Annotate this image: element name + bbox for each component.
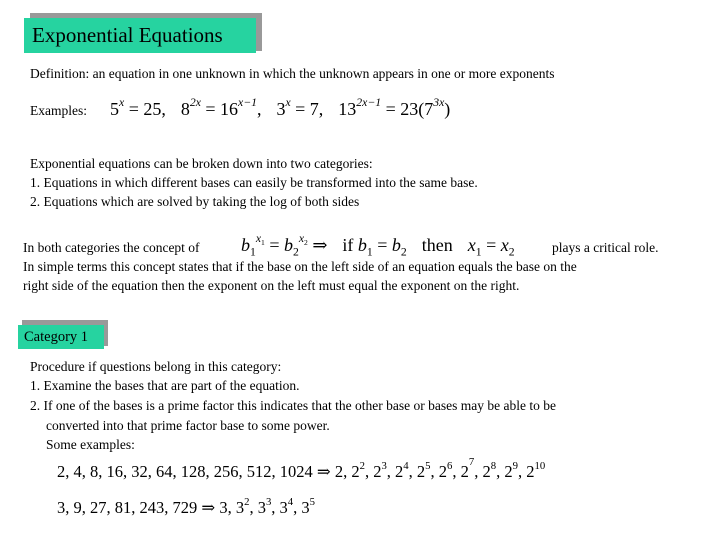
result-exponent: 8 xyxy=(490,459,497,472)
result-base: 2 xyxy=(438,462,448,481)
categories-intro-item: 1. Equations in which different bases can easily be transformed into the same base. xyxy=(30,175,478,190)
categories-intro-item: 2. Equations which are solved by taking the log of both sides xyxy=(30,194,360,209)
b-var: b xyxy=(357,235,367,255)
procedure-heading: Procedure if questions belong in this category: xyxy=(30,359,282,374)
result-base: 2 xyxy=(416,462,426,481)
b-var: b xyxy=(391,235,401,255)
result-exponent: 10 xyxy=(534,459,546,472)
result-exponent: 2 xyxy=(359,459,365,472)
then-word: then xyxy=(421,235,453,255)
result-exponent: 5 xyxy=(309,495,316,508)
x-var: x xyxy=(500,235,509,255)
if-word: if xyxy=(342,235,354,255)
concept-explanation: right side of the equation then the exponent on the left must equal the exponent on the right. xyxy=(23,278,520,293)
result-exponent: 4 xyxy=(403,459,409,472)
x-var: x xyxy=(467,235,476,255)
concept-tail: plays a critical role. xyxy=(552,240,659,255)
concept-lead: In both categories the concept of xyxy=(23,240,200,255)
result-exponent: 2 xyxy=(244,495,250,508)
result-base: 2 xyxy=(504,462,513,481)
result-base: 2 xyxy=(482,462,491,481)
ex4-eq: = 23(7 xyxy=(385,99,434,119)
equals-sign: = xyxy=(486,235,497,255)
result-base: 2 xyxy=(460,462,469,481)
ex2-eq: = 16 xyxy=(205,99,239,119)
equals-sign: = xyxy=(269,235,280,255)
result-exponent: 3 xyxy=(381,459,387,472)
result-base: 2 xyxy=(373,462,382,481)
ex3-rhs: = 7, xyxy=(295,99,324,119)
b-var: b xyxy=(241,235,250,255)
b-sub: 1 xyxy=(250,245,256,259)
ex2-exp: 2x xyxy=(189,96,201,110)
ex3-base: 3 xyxy=(276,99,286,119)
procedure-step-cont: converted into that prime factor base to some power. xyxy=(46,418,330,433)
x-sub: 1 xyxy=(261,238,265,248)
definition-text: Definition: an equation in one unknown in which the unknown appears in one or more exponents xyxy=(30,66,555,81)
result-exponent: 4 xyxy=(287,495,294,508)
result-exponent: 5 xyxy=(425,459,431,472)
result-base: 2 xyxy=(395,462,404,481)
result-base: 3 xyxy=(301,498,310,517)
ex4-exp2: 3x xyxy=(433,96,445,110)
ex2-exp2: x−1 xyxy=(238,96,257,110)
ex2-end: , xyxy=(256,99,262,119)
result-base: 2 xyxy=(526,462,535,481)
ex4-end: ) xyxy=(444,99,451,119)
ex1-exp: x xyxy=(119,96,125,110)
ex1-base: 5 xyxy=(110,99,119,119)
equals-sign: = xyxy=(377,235,388,255)
result-base: 3 xyxy=(279,498,288,517)
categories-intro-line: Exponential equations can be broken down into two categories: xyxy=(30,156,373,171)
b-sub: 1 xyxy=(366,245,373,259)
result-exponent: 7 xyxy=(468,456,475,469)
ex4-exp: 2x−1 xyxy=(356,96,382,110)
category-1-heading: Category 1 xyxy=(18,325,104,349)
procedure-step: 2. If one of the bases is a prime factor this indicates that the other base or bases may be able to be xyxy=(30,398,556,413)
concept-explanation: In simple terms this concept states that if the base on the left side of an equation equals the base on the xyxy=(23,259,577,274)
page-title: Exponential Equations xyxy=(24,18,256,53)
result-exponent: 3 xyxy=(265,495,272,508)
x-sub: 2 xyxy=(304,238,308,248)
powers-of-two-list: 2, 4, 8, 16, 32, 64, 128, 256, 512, 1024 xyxy=(57,462,313,481)
implies-symbol: ⇒ xyxy=(201,498,216,517)
result-base: 2 xyxy=(351,462,360,481)
implies-symbol: ⇒ xyxy=(312,235,328,255)
x-var: x xyxy=(255,232,262,246)
implies-symbol: ⇒ xyxy=(316,462,331,481)
procedure-examples-label: Some examples: xyxy=(46,437,135,452)
powers-of-three-list: 3, 9, 27, 81, 243, 729 xyxy=(57,498,198,517)
ex3-exp: x xyxy=(285,96,291,110)
x-sub: 1 xyxy=(475,245,482,259)
ex1-rhs: = 25, xyxy=(128,99,166,119)
procedure-step: 1. Examine the bases that are part of the equation. xyxy=(30,378,300,393)
result-base: 3 xyxy=(235,498,245,517)
x-var: x xyxy=(298,232,305,246)
x-sub: 2 xyxy=(508,245,515,259)
powers-of-three-example: 3, 9, 27, 81, 243, 729 ⇒ 3, $3^2$, $3^3$, $3^4$, $3^5$ xyxy=(57,495,316,517)
result-exponent: 6 xyxy=(447,459,453,472)
b-var: b xyxy=(283,235,293,255)
concept-equation xyxy=(241,232,515,259)
b-sub: 2 xyxy=(292,245,299,259)
result-base: 3 xyxy=(257,498,266,517)
b-sub: 2 xyxy=(400,245,407,259)
result-base: 3 xyxy=(219,498,228,517)
powers-of-two-example: 2, 4, 8, 16, 32, 64, 128, 256, 512, 1024 ⇒ 2, $2^2$, $2^3$, $2^4$, $2^5$, $2^6$, $2^7$, $2^8$, $2^9$, $2^{10}$ xyxy=(57,456,546,481)
ex2-base: 8 xyxy=(180,99,190,119)
result-exponent: 9 xyxy=(512,459,518,472)
ex4-base: 13 xyxy=(338,99,357,119)
result-base: 2 xyxy=(334,462,344,481)
examples-equations xyxy=(110,96,451,120)
examples-label: Examples: xyxy=(30,103,87,118)
